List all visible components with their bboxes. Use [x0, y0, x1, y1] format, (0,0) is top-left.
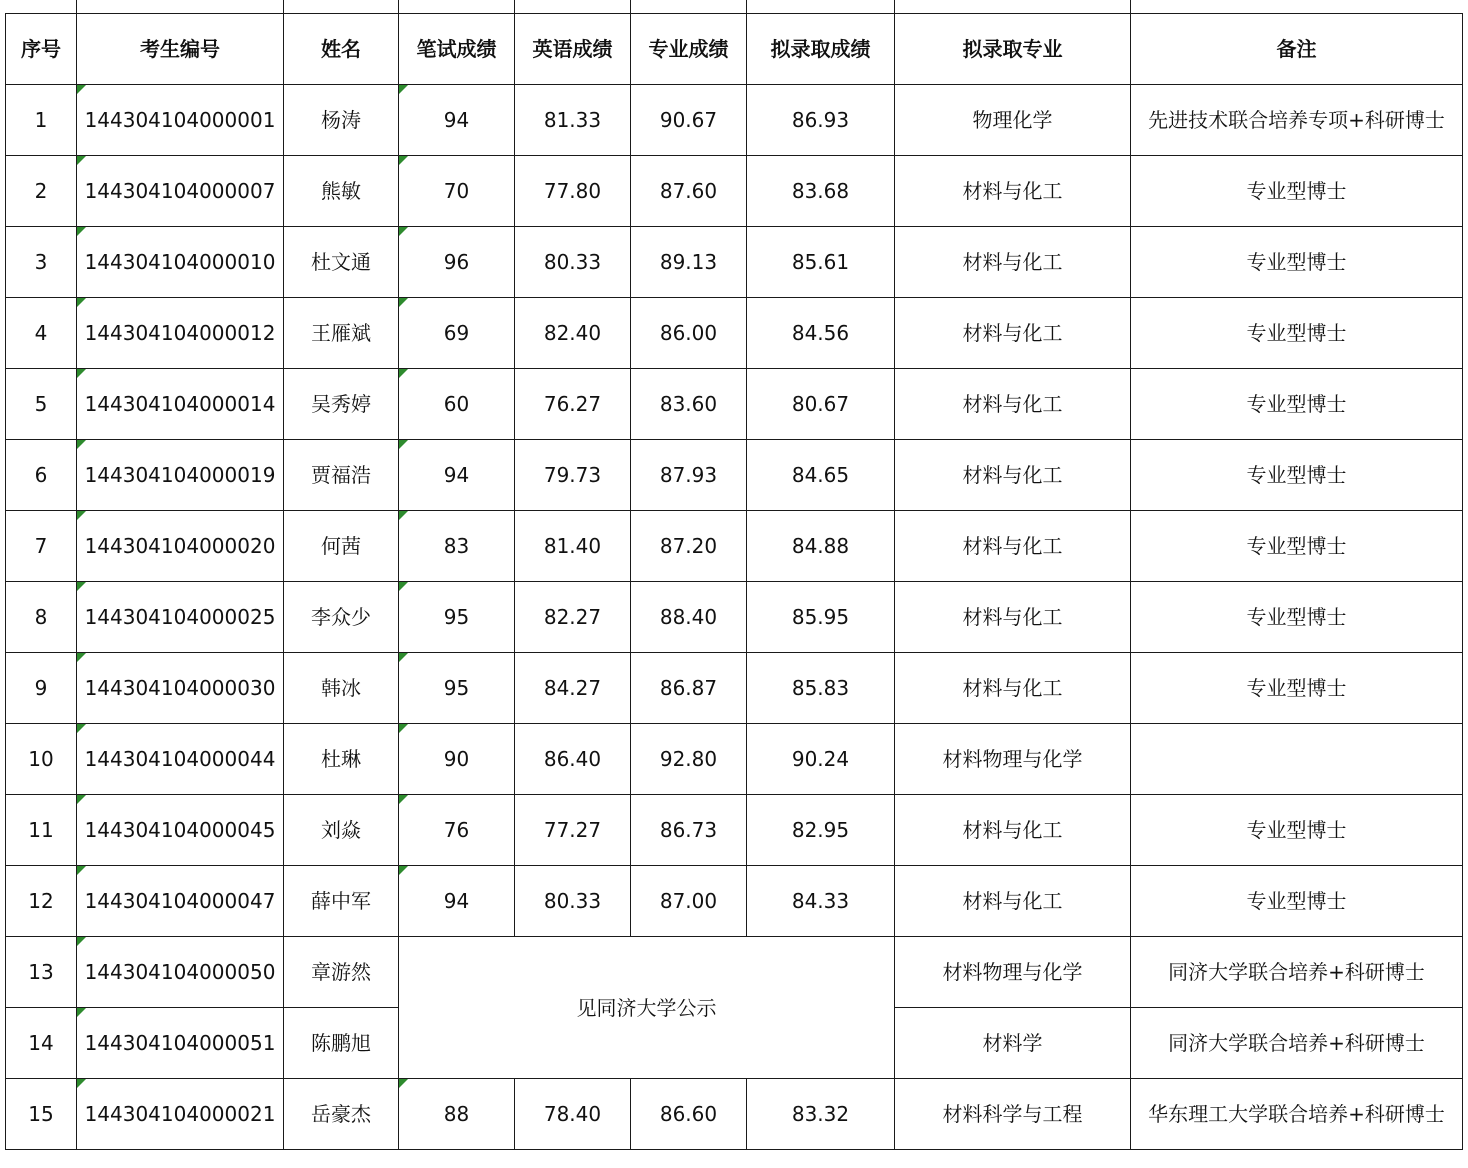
column-divider — [1130, 0, 1131, 13]
cell-final-score[interactable]: 90.24 — [747, 724, 895, 795]
header-name[interactable]: 姓名 — [284, 14, 399, 85]
cell-major-score[interactable]: 87.93 — [631, 440, 747, 511]
cell-name[interactable]: 岳豪杰 — [284, 1079, 399, 1150]
cell-remark[interactable]: 华东理工大学联合培养+科研博士 — [1131, 1079, 1463, 1150]
cell-remark[interactable]: 专业型博士 — [1131, 511, 1463, 582]
cell-exam-id[interactable]: 144304104000051 — [77, 1008, 284, 1079]
cell-final-score[interactable]: 84.56 — [747, 298, 895, 369]
column-divider — [283, 0, 284, 13]
cell-english-score[interactable]: 77.80 — [515, 156, 631, 227]
cell-major-score[interactable]: 86.73 — [631, 795, 747, 866]
column-divider — [76, 0, 77, 13]
cell-remark[interactable]: 专业型博士 — [1131, 156, 1463, 227]
cell-major-score[interactable]: 88.40 — [631, 582, 747, 653]
header-seq[interactable]: 序号 — [6, 14, 77, 85]
table-row — [6, 653, 1463, 724]
cell-seq[interactable]: 8 — [6, 582, 77, 653]
cell-major-score[interactable]: 86.00 — [631, 298, 747, 369]
cell-english-score[interactable]: 77.27 — [515, 795, 631, 866]
cell-major-score[interactable]: 87.20 — [631, 511, 747, 582]
column-divider — [398, 0, 399, 13]
cell-major[interactable]: 材料与化工 — [895, 440, 1131, 511]
cell-english-score[interactable]: 80.33 — [515, 227, 631, 298]
cell-english-score[interactable]: 78.40 — [515, 1079, 631, 1150]
cell-final-score[interactable]: 85.61 — [747, 227, 895, 298]
cell-major[interactable]: 材料与化工 — [895, 156, 1131, 227]
cell-seq[interactable]: 15 — [6, 1079, 77, 1150]
admission-table — [5, 13, 1463, 1150]
cell-final-score[interactable]: 86.93 — [747, 85, 895, 156]
header-row — [6, 14, 1463, 85]
cell-written-score[interactable]: 96 — [399, 227, 515, 298]
column-divider — [746, 0, 747, 13]
cell-major-score[interactable]: 87.00 — [631, 866, 747, 937]
cell-name[interactable]: 杜琳 — [284, 724, 399, 795]
cell-final-score[interactable]: 83.68 — [747, 156, 895, 227]
cell-exam-id[interactable]: 144304104000045 — [77, 795, 284, 866]
cell-final-score[interactable]: 80.67 — [747, 369, 895, 440]
cell-final-score[interactable]: 82.95 — [747, 795, 895, 866]
cell-seq[interactable]: 10 — [6, 724, 77, 795]
cell-final-score[interactable]: 85.95 — [747, 582, 895, 653]
cell-major-score[interactable]: 83.60 — [631, 369, 747, 440]
cell-exam-id[interactable]: 144304104000025 — [77, 582, 284, 653]
cell-exam-id[interactable]: 144304104000030 — [77, 653, 284, 724]
table-row — [6, 724, 1463, 795]
cell-major[interactable]: 材料与化工 — [895, 298, 1131, 369]
cell-remark[interactable]: 专业型博士 — [1131, 227, 1463, 298]
cell-english-score[interactable]: 81.33 — [515, 85, 631, 156]
cell-major[interactable]: 材料与化工 — [895, 369, 1131, 440]
cell-written-score[interactable]: 70 — [399, 156, 515, 227]
cell-exam-id[interactable]: 144304104000007 — [77, 156, 284, 227]
cell-english-score[interactable]: 76.27 — [515, 369, 631, 440]
cell-remark[interactable]: 专业型博士 — [1131, 866, 1463, 937]
cell-major[interactable]: 材料与化工 — [895, 511, 1131, 582]
cell-exam-id[interactable]: 144304104000012 — [77, 298, 284, 369]
cell-exam-id[interactable]: 144304104000021 — [77, 1079, 284, 1150]
cell-major-score[interactable]: 89.13 — [631, 227, 747, 298]
cell-name[interactable]: 杜文通 — [284, 227, 399, 298]
cell-final-score[interactable]: 84.65 — [747, 440, 895, 511]
table-row — [6, 85, 1463, 156]
cell-major[interactable]: 材料学 — [895, 1008, 1131, 1079]
header-english-score[interactable]: 英语成绩 — [515, 14, 631, 85]
cell-remark[interactable]: 专业型博士 — [1131, 653, 1463, 724]
table-row — [6, 156, 1463, 227]
cell-major[interactable]: 材料与化工 — [895, 795, 1131, 866]
table-row — [6, 866, 1463, 937]
cell-english-score[interactable]: 86.40 — [515, 724, 631, 795]
table-row — [6, 511, 1463, 582]
cell-tongji-note[interactable]: 见同济大学公示 — [399, 937, 895, 1079]
table-row — [6, 227, 1463, 298]
cell-final-score[interactable]: 83.32 — [747, 1079, 895, 1150]
cell-english-score[interactable]: 84.27 — [515, 653, 631, 724]
cell-seq[interactable]: 3 — [6, 227, 77, 298]
cell-final-score[interactable]: 85.83 — [747, 653, 895, 724]
cell-major[interactable]: 材料物理与化学 — [895, 937, 1131, 1008]
cell-exam-id[interactable]: 144304104000020 — [77, 511, 284, 582]
table-row — [6, 795, 1463, 866]
header-major[interactable]: 拟录取专业 — [895, 14, 1131, 85]
cell-major[interactable]: 材料与化工 — [895, 866, 1131, 937]
cell-written-score[interactable]: 69 — [399, 298, 515, 369]
cell-final-score[interactable]: 84.88 — [747, 511, 895, 582]
cell-seq[interactable]: 12 — [6, 866, 77, 937]
cell-written-score[interactable]: 88 — [399, 1079, 515, 1150]
cell-remark[interactable]: 专业型博士 — [1131, 582, 1463, 653]
header-remark[interactable]: 备注 — [1131, 14, 1463, 85]
cell-written-score[interactable]: 94 — [399, 440, 515, 511]
cell-written-score[interactable]: 83 — [399, 511, 515, 582]
cell-written-score[interactable]: 76 — [399, 795, 515, 866]
cell-major[interactable]: 材料物理与化学 — [895, 724, 1131, 795]
cell-major[interactable]: 材料与化工 — [895, 582, 1131, 653]
column-divider — [894, 0, 895, 13]
cell-exam-id[interactable]: 144304104000010 — [77, 227, 284, 298]
cell-seq[interactable]: 9 — [6, 653, 77, 724]
cell-major[interactable]: 材料与化工 — [895, 653, 1131, 724]
cell-remark[interactable]: 专业型博士 — [1131, 795, 1463, 866]
cell-name[interactable]: 李众少 — [284, 582, 399, 653]
cell-name[interactable]: 王雁斌 — [284, 298, 399, 369]
cell-written-score[interactable]: 95 — [399, 653, 515, 724]
cell-name[interactable]: 贾福浩 — [284, 440, 399, 511]
cell-name[interactable]: 陈鹏旭 — [284, 1008, 399, 1079]
cell-seq[interactable]: 11 — [6, 795, 77, 866]
cell-remark[interactable] — [1131, 724, 1463, 795]
cell-seq[interactable]: 6 — [6, 440, 77, 511]
cell-major[interactable]: 材料科学与工程 — [895, 1079, 1131, 1150]
cell-major-score[interactable]: 92.80 — [631, 724, 747, 795]
cell-written-score[interactable]: 90 — [399, 724, 515, 795]
cell-name[interactable]: 章游然 — [284, 937, 399, 1008]
cell-name[interactable]: 刘焱 — [284, 795, 399, 866]
cell-exam-id[interactable]: 144304104000047 — [77, 866, 284, 937]
cell-seq[interactable]: 5 — [6, 369, 77, 440]
cell-seq[interactable]: 4 — [6, 298, 77, 369]
cell-remark[interactable]: 同济大学联合培养+科研博士 — [1131, 937, 1463, 1008]
table-row — [6, 369, 1463, 440]
cell-english-score[interactable]: 79.73 — [515, 440, 631, 511]
cell-remark[interactable]: 专业型博士 — [1131, 369, 1463, 440]
cell-name[interactable]: 熊敏 — [284, 156, 399, 227]
cell-seq[interactable]: 1 — [6, 85, 77, 156]
table-row — [6, 1079, 1463, 1150]
header-exam-id[interactable]: 考生编号 — [77, 14, 284, 85]
cell-written-score[interactable]: 95 — [399, 582, 515, 653]
cell-name[interactable]: 杨涛 — [284, 85, 399, 156]
cell-english-score[interactable]: 82.27 — [515, 582, 631, 653]
cell-seq[interactable]: 2 — [6, 156, 77, 227]
column-divider — [514, 0, 515, 13]
cell-written-score[interactable]: 94 — [399, 85, 515, 156]
cell-written-score[interactable]: 94 — [399, 866, 515, 937]
cell-major-score[interactable]: 86.87 — [631, 653, 747, 724]
cell-english-score[interactable]: 81.40 — [515, 511, 631, 582]
cell-remark[interactable]: 先进技术联合培养专项+科研博士 — [1131, 85, 1463, 156]
cell-name[interactable]: 薛中军 — [284, 866, 399, 937]
cell-remark[interactable]: 专业型博士 — [1131, 440, 1463, 511]
cell-exam-id[interactable]: 144304104000019 — [77, 440, 284, 511]
cell-final-score[interactable]: 84.33 — [747, 866, 895, 937]
cell-name[interactable]: 吴秀婷 — [284, 369, 399, 440]
column-divider — [630, 0, 631, 13]
cell-major-score[interactable]: 87.60 — [631, 156, 747, 227]
header-written-score[interactable]: 笔试成绩 — [399, 14, 515, 85]
table-row — [6, 440, 1463, 511]
cell-seq[interactable]: 13 — [6, 937, 77, 1008]
cell-major[interactable]: 物理化学 — [895, 85, 1131, 156]
cell-name[interactable]: 何茜 — [284, 511, 399, 582]
cell-name[interactable]: 韩冰 — [284, 653, 399, 724]
cell-english-score[interactable]: 82.40 — [515, 298, 631, 369]
cell-exam-id[interactable]: 144304104000050 — [77, 937, 284, 1008]
cell-remark[interactable]: 专业型博士 — [1131, 298, 1463, 369]
header-major-score[interactable]: 专业成绩 — [631, 14, 747, 85]
cell-remark[interactable]: 同济大学联合培养+科研博士 — [1131, 1008, 1463, 1079]
cell-seq[interactable]: 14 — [6, 1008, 77, 1079]
table-row — [6, 298, 1463, 369]
cell-major-score[interactable]: 90.67 — [631, 85, 747, 156]
cell-exam-id[interactable]: 144304104000044 — [77, 724, 284, 795]
cell-seq[interactable]: 7 — [6, 511, 77, 582]
cell-written-score[interactable]: 60 — [399, 369, 515, 440]
table-row — [6, 582, 1463, 653]
table-row — [6, 937, 1463, 1008]
cell-major[interactable]: 材料与化工 — [895, 227, 1131, 298]
cell-english-score[interactable]: 80.33 — [515, 866, 631, 937]
cell-major-score[interactable]: 86.60 — [631, 1079, 747, 1150]
cell-exam-id[interactable]: 144304104000001 — [77, 85, 284, 156]
cell-exam-id[interactable]: 144304104000014 — [77, 369, 284, 440]
header-final-score[interactable]: 拟录取成绩 — [747, 14, 895, 85]
